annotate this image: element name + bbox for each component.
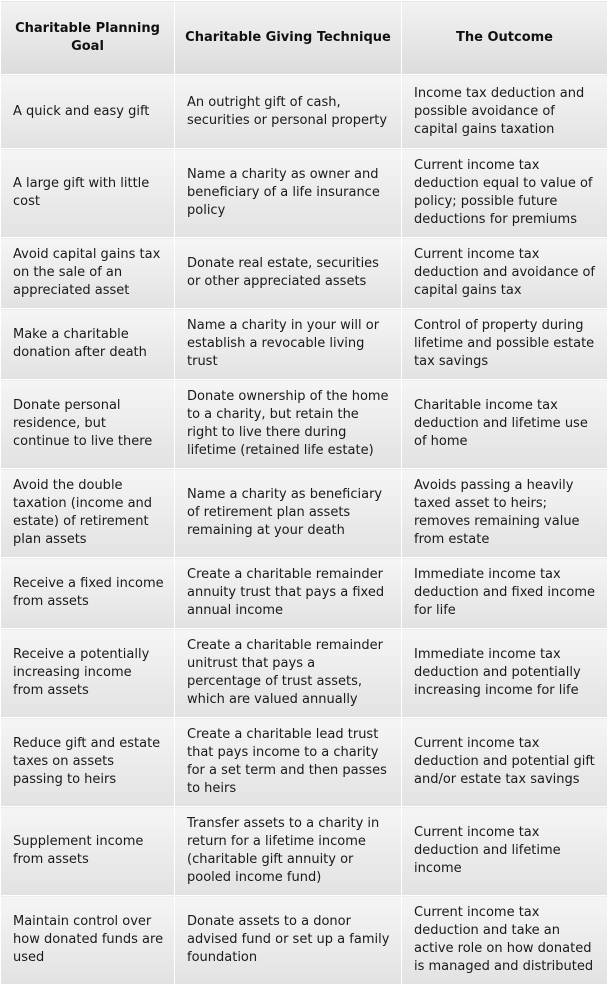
goal-cell: Donate personal residence, but continue to live there bbox=[1, 380, 175, 469]
outcome-cell: Immediate income tax deduction and fixed income for life bbox=[402, 558, 607, 629]
outcome-cell: Current income tax deduction and potential gift and/or estate tax savings bbox=[402, 718, 607, 807]
technique-cell: Transfer assets to a charity in return for a lifetime income (charitable gift annuity or pooled income fund) bbox=[175, 807, 402, 896]
technique-cell: Donate real estate, securities or other appreciated assets bbox=[175, 238, 402, 309]
table-row bbox=[1, 469, 607, 558]
outcome-cell: Income tax deduction and possible avoidance of capital gains taxation bbox=[402, 75, 607, 149]
technique-cell: Donate ownership of the home to a charity, but retain the right to live there during lifetime (retained life estate) bbox=[175, 380, 402, 469]
table-row bbox=[1, 149, 607, 238]
goal-cell: Receive a fixed income from assets bbox=[1, 558, 175, 629]
technique-cell: Create a charitable remainder unitrust that pays a percentage of trust assets, which are valued annually bbox=[175, 629, 402, 718]
technique-cell: Create a charitable lead trust that pays income to a charity for a set term and then passes to heirs bbox=[175, 718, 402, 807]
outcome-cell: Immediate income tax deduction and potentially increasing income for life bbox=[402, 629, 607, 718]
table-row bbox=[1, 807, 607, 896]
goal-cell: Avoid capital gains tax on the sale of an appreciated asset bbox=[1, 238, 175, 309]
table-row bbox=[1, 75, 607, 149]
goal-cell: Maintain control over how donated funds are used bbox=[1, 896, 175, 985]
header-technique: Charitable Giving Technique bbox=[175, 1, 402, 75]
outcome-cell: Charitable income tax deduction and lifetime use of home bbox=[402, 380, 607, 469]
header-row bbox=[1, 1, 607, 75]
goal-cell: Avoid the double taxation (income and estate) of retirement plan assets bbox=[1, 469, 175, 558]
table-row bbox=[1, 629, 607, 718]
table-row bbox=[1, 238, 607, 309]
outcome-cell: Avoids passing a heavily taxed asset to heirs; removes remaining value from estate bbox=[402, 469, 607, 558]
technique-cell: Name a charity as beneficiary of retirement plan assets remaining at your death bbox=[175, 469, 402, 558]
table-row bbox=[1, 896, 607, 985]
table-row bbox=[1, 309, 607, 380]
outcome-cell: Control of property during lifetime and possible estate tax savings bbox=[402, 309, 607, 380]
technique-cell: Create a charitable remainder annuity trust that pays a fixed annual income bbox=[175, 558, 402, 629]
technique-cell: Name a charity in your will or establish a revocable living trust bbox=[175, 309, 402, 380]
technique-cell: Name a charity as owner and beneficiary of a life insurance policy bbox=[175, 149, 402, 238]
table-row bbox=[1, 718, 607, 807]
header-goal: Charitable Planning Goal bbox=[1, 1, 175, 75]
goal-cell: Supplement income from assets bbox=[1, 807, 175, 896]
goal-cell: Reduce gift and estate taxes on assets passing to heirs bbox=[1, 718, 175, 807]
goal-cell: Make a charitable donation after death bbox=[1, 309, 175, 380]
outcome-cell: Current income tax deduction and avoidance of capital gains tax bbox=[402, 238, 607, 309]
goal-cell: A large gift with little cost bbox=[1, 149, 175, 238]
goal-cell: A quick and easy gift bbox=[1, 75, 175, 149]
technique-cell: An outright gift of cash, securities or personal property bbox=[175, 75, 402, 149]
table-row bbox=[1, 558, 607, 629]
goal-cell: Receive a potentially increasing income from assets bbox=[1, 629, 175, 718]
outcome-cell: Current income tax deduction and take an active role on how donated is managed and distributed bbox=[402, 896, 607, 985]
table-row bbox=[1, 380, 607, 469]
outcome-cell: Current income tax deduction and lifetime income bbox=[402, 807, 607, 896]
technique-cell: Donate assets to a donor advised fund or set up a family foundation bbox=[175, 896, 402, 985]
header-outcome: The Outcome bbox=[402, 1, 607, 75]
outcome-cell: Current income tax deduction equal to value of policy; possible future deductions for premiums bbox=[402, 149, 607, 238]
